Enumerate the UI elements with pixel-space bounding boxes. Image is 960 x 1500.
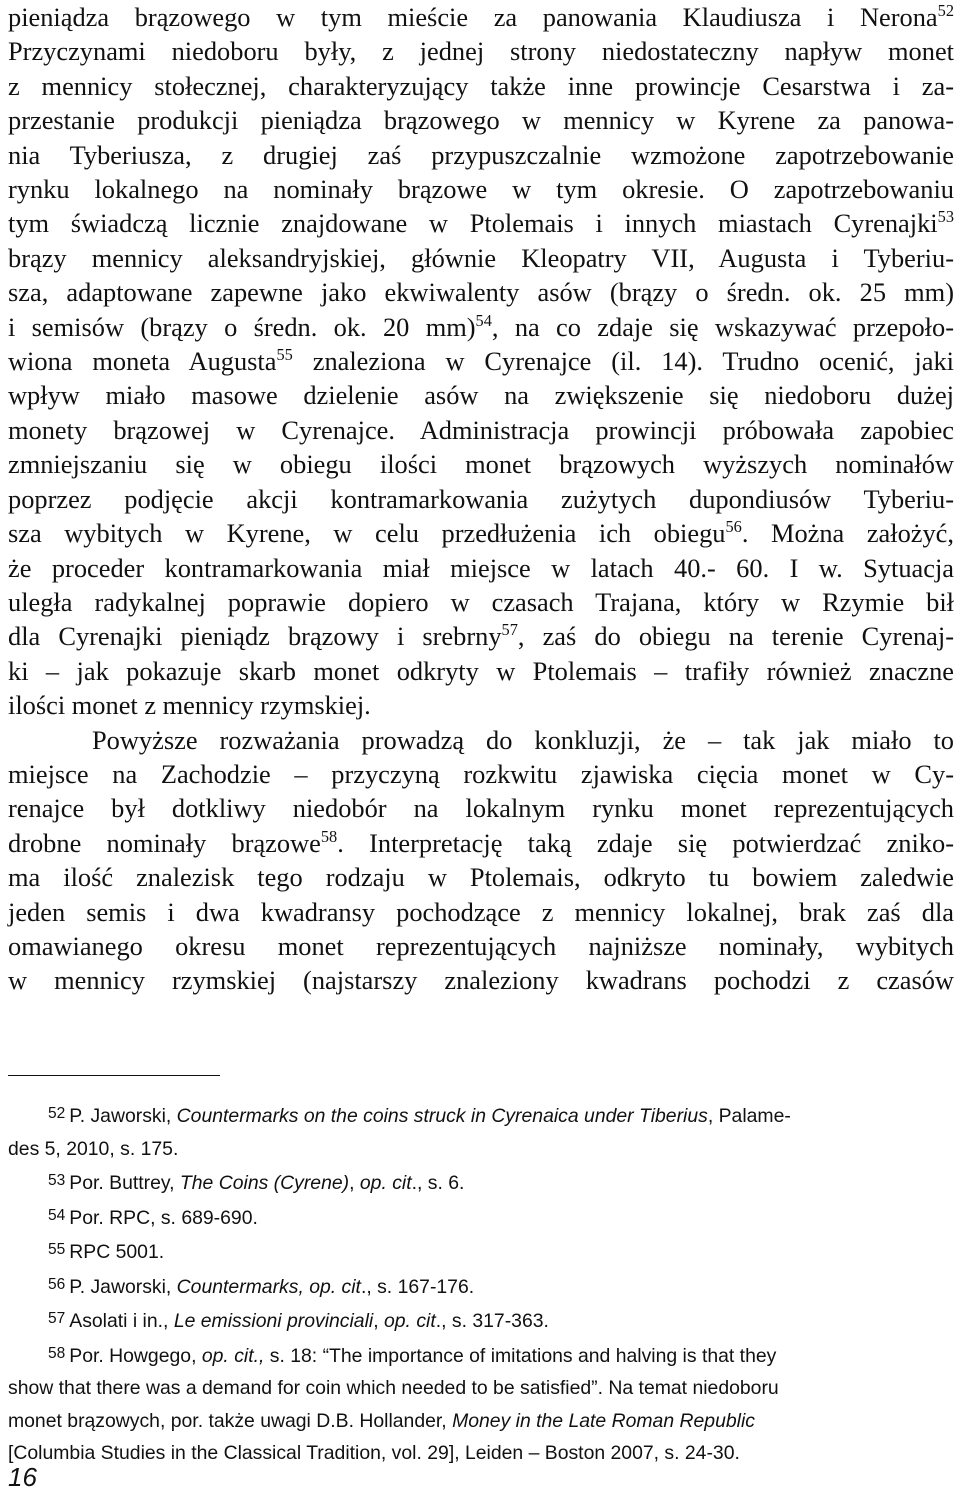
footnote-58-cont: monet brązowych, por. także uwagi D.B. Hollander, Money in the Late Roman Republic [8, 1409, 755, 1432]
text-line: rynku lokalnego na nominały brązowe w tym okresie. O zapotrzebowaniu [8, 174, 954, 205]
footnote-number: 57 [48, 1310, 66, 1327]
text-line: brązy mennicy aleksandryjskiej, głównie Kleopatry VII, Augusta i Tyberiu- [8, 242, 954, 273]
text-line: zmniejszaniu się w obiegu ilości monet brązowych wyższych nominałów [8, 449, 954, 480]
text-line: jeden semis i dwa kwadransy pochodzące z mennicy lokalnej, brak zaś dla [8, 896, 954, 927]
paragraph-2 [8, 723, 954, 998]
footnote-ref-54[interactable]: 54 [475, 310, 492, 330]
footnote-58-cont: show that there was a demand for coin which needed to be satisfied”. Na temat niedoboru [8, 1377, 779, 1399]
text-line: i semisów (brązy o średn. ok. 20 mm)$^{54}$, na co zdaje się wskazywać przepoło- [8, 310, 954, 342]
text-line: miejsce na Zachodzie – przyczyną rozkwitu zjawiska cięcia monet w Cy- [8, 758, 954, 789]
footnote-number: 52 [48, 1105, 66, 1122]
footnote-ref-53[interactable]: 53 [937, 207, 954, 227]
text-line: monety brązowej w Cyrenajce. Administracja prowincji próbowała zapobiec [8, 414, 954, 445]
footnote-number: 54 [48, 1206, 66, 1224]
text-line: sza wybitych w Kyrene, w celu przedłużenia ich obiegu$^{56}$. Można założyć, [8, 517, 954, 549]
footnote-ref-57[interactable]: 57 [501, 620, 518, 640]
main-text [8, 0, 954, 998]
text-line: ilości monet z mennicy rzymskiej. [8, 690, 371, 721]
footnote-58-cont: [Columbia Studies in the Classical Tradition, vol. 29], Leiden – Boston 2007, s. 24-30. [8, 1442, 740, 1464]
text-line: wpływ miało masowe dzielenie asów na zwiększenie się niedoboru dużej [8, 380, 954, 411]
text-line: drobne nominały brązowe$^{58}$. Interpretację taką zdaje się potwierdzać zniko- [8, 826, 955, 858]
footnote-number: 55 [48, 1241, 66, 1258]
footnote-55: $^{55}$ RPC 5001. [48, 1241, 165, 1263]
footnote-ref-55[interactable]: 55 [276, 345, 293, 365]
paragraph-1 [8, 0, 954, 723]
text-line: pieniądza brązowego w tym mieście za panowania Klaudiusza i Nerona$^{52}$ [8, 1, 954, 32]
footnote-52-cont: des 5, 2010, s. 175. [8, 1137, 179, 1160]
text-line: omawianego okresu monet reprezentujących najniższe nominały, wybitych [8, 930, 954, 961]
page-body [8, 0, 954, 998]
text-line: uległa radykalnej poprawie dopiero w czasach Trajana, który w Rzymie bił [8, 586, 954, 617]
footnote-ref-58[interactable]: 58 [320, 826, 338, 846]
text-line: tym świadczą licznie znajdowane w Ptolemais i innych miastach Cyrenajki$^{53}$ [8, 207, 954, 239]
footnote-57: $^{57}$ Asolati i in., Le emissioni provinciali, op. cit., s. 317-363. [48, 1310, 549, 1332]
footnotes [8, 1098, 954, 1470]
footnote-number: 56 [48, 1275, 66, 1293]
text-line: z mennicy stołecznej, charakteryzujący także inne prowincje Cesarstwa i za- [8, 70, 954, 101]
text-line: wiona moneta Augusta$^{55}$ znaleziona w Cyrenajce (il. 14). Trudno ocenić, jaki [8, 345, 954, 377]
text-line: renajce był dotkliwy niedobór na lokalnym rynku monet reprezentujących [8, 793, 954, 824]
footnote-58: $^{58}$ Por. Howgego, op. cit., s. 18: “The importance of imitations and halving is that they [48, 1344, 777, 1367]
footnote-number: 53 [48, 1172, 66, 1189]
footnote-53: $^{53}$ Por. Buttrey, The Coins (Cyrene), op. cit., s. 6. [48, 1172, 465, 1194]
page-number: 16 [8, 1462, 37, 1492]
text-line: ki – jak pokazuje skarb monet odkryty w Ptolemais – trafiły również znaczne [8, 655, 954, 686]
footnote-ref-52[interactable]: 52 [937, 1, 954, 21]
text-line: dla Cyrenajki pieniądz brązowy i srebrny$^{57}$, zaś do obiegu na terenie Cyrenaj- [8, 620, 955, 652]
text-line: że proceder kontramarkowania miał miejsce w latach 40.- 60. I w. Sytuacja [8, 552, 954, 583]
text-line: w mennicy rzymskiej (najstarszy znaleziony kwadrans pochodzi z czasów [8, 965, 954, 996]
text-line: przestanie produkcji pieniądza brązowego w mennicy w Kyrene za panowa- [8, 105, 954, 136]
text-line: Przyczynami niedoboru były, z jednej strony niedostateczny napływ monet [8, 36, 954, 67]
footnote-56: $^{56}$ P. Jaworski, Countermarks, op. cit., s. 167-176. [48, 1275, 475, 1298]
footnote-54: $^{54}$ Por. RPC, s. 689-690. [48, 1206, 258, 1229]
text-line: Powyższe rozważania prowadzą do konkluzji, że – tak jak miało to [92, 724, 954, 755]
footnote-ref-56[interactable]: 56 [725, 517, 742, 537]
text-line: sza, adaptowane zapewne jako ekwiwalenty asów (brązy o średn. ok. 25 mm) [8, 277, 954, 308]
text-line: poprzez podjęcie akcji kontramarkowania zużytych dupondiusów Tyberiu- [8, 483, 954, 514]
text-line: ma ilość znalezisk tego rodzaju w Ptolemais, odkryto tu bowiem zaledwie [8, 862, 954, 893]
footnote-52: $^{52}$ P. Jaworski, Countermarks on the coins struck in Cyrenaica under Tiberius, Palame- [48, 1105, 791, 1127]
footnote-separator [8, 1075, 220, 1076]
text-line: nia Tyberiusza, z drugiej zaś przypuszczalnie wzmożone zapotrzebowanie [8, 139, 954, 170]
footnote-number: 58 [48, 1344, 66, 1362]
